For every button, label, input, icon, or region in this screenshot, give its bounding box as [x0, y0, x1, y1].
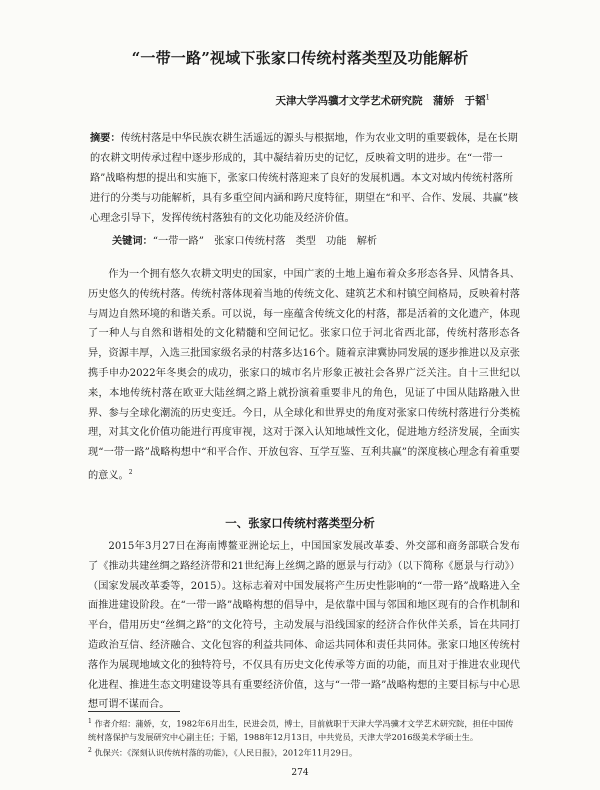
footnotes: [88, 715, 520, 759]
footnote-divider: [88, 711, 180, 712]
section-heading: 一、张家口传统村落类型分析: [225, 516, 375, 530]
section-paragraph: 2015年3月27日在海南博鳌亚洲论坛上，中国国家发展改革委、外交部和商务部联合发布了《推动共建丝绸之路经济带和21世纪海上丝绸之路的愿景与行动》（以下简称《愿景与行动》）（国家发展改革委等，2015）。这标志着对中国发展将产生历史性影响的“一带一路”战略进入全面推进建设阶段。在“一带一路”战略构想的倡导中，是依靠中国与邻国和地区现有的合作机制和平台，借用历史“丝绸之路”的文化符号，主动发展与沿线国家的经济合作伙伴关系，旨在共同打造政治互信、经济融合、文化包容的利益共同体、命运共同体和责任共同体。张家口地区传统村落作为展现地域文化的独特符号，不仅具有历史文化传承等方面的功能，而且对于推进农业现代化进程、推进生态文明建设等具有重要经济价值，这与“一带一路”战略构想的主要目标与中心思想可谓不谋而合。: [88, 541, 520, 711]
intro-paragraph: [88, 265, 520, 486]
footnote-text: 仇保兴：《深刻认识传统村落的功能》，《人民日报》，2012年11月29日。: [94, 747, 358, 758]
author-affiliation-names: 天津大学冯骥才文学艺术研究院 蒲娇 于韬: [275, 95, 486, 107]
abstract: [90, 128, 520, 229]
author-line: [170, 93, 490, 108]
paper-title: “一带一路”视域下张家口传统村落类型及功能解析: [131, 49, 469, 67]
footnote-mark: 1: [88, 718, 92, 725]
footnote-mark: 2: [88, 746, 92, 754]
author-footnote-mark: 1: [485, 93, 490, 102]
footnote-2: [88, 744, 520, 760]
footnote-1: [88, 715, 520, 744]
page-number: 274: [291, 768, 309, 778]
keywords: [112, 232, 512, 247]
intro-text: 作为一个拥有悠久农耕文明史的国家，中国广袤的土地上遍布着众多形态各异、风情各具、历史悠久的传统村落。传统村落体现着当地的传统文化、建筑艺术和村镇空间格局，反映着村落与周边自然环境的和谐关系。可以说，每一座蕴含传统文化的村落，都是活着的文化遗产，体现了一种人与自然和谐相处的文化精髓和空间记忆。张家口位于河北省西北部，传统村落形态各异，资源丰厚，入选三批国家级名录的村落多达16个。随着京津冀协同发展的逐步推进以及京张携手申办2022年冬奥会的成功，张家口的城市名片形象正被社会各界广泛关注。自十三世纪以来，本地传统村落在欧亚大陆丝绸之路上就扮演着重要非凡的角色，见证了中国从陆路融入世界、参与全球化潮流的历史变迁。今日，从全球化和世界史的角度对张家口传统村落进行分类梳理，对其文化价值功能进行再度审视，这对于深入认知地域性文化，促进地方经济发展，全面实现“一带一路”战略构想中“和平合作、开放包容、互学互鉴、互利共赢”的深度核心理念有着重要的意义。: [88, 269, 520, 482]
keywords-text: “一带一路” 张家口传统村落 类型 功能 解析: [152, 236, 378, 247]
intro-footnote-mark: 2: [128, 468, 133, 476]
abstract-text: 传统村落是中华民族农耕生活遥远的源头与根据地，作为农业文明的重要载体，是在长期的农耕文明传承过程中逐步形成的，其中凝结着历史的记忆，反映着文明的进步。在“一带一路”战略构想的提出和实施下，张家口传统村落迎来了良好的发展机遇。本文对域内传统村落所进行的分类与功能解析，具有多重空间内涵和跨尺度特征，期望在“和平、合作、发展、共赢”核心理念引导下，发挥传统村落独有的文化功能及经济价值。: [90, 133, 519, 224]
keywords-label: 关键词：: [112, 235, 153, 247]
footnote-text: 作者介绍：蒲娇，女，1982年6月出生，民进会员，博士，目前就职于天津大学冯骥才文学艺术研究院，担任中国传统村落保护与发展研究中心副主任；于韬，1988年12月13日，中共党员，天津大学2016级美术学硕士生。: [88, 718, 514, 742]
abstract-label: 摘要：: [90, 132, 121, 144]
